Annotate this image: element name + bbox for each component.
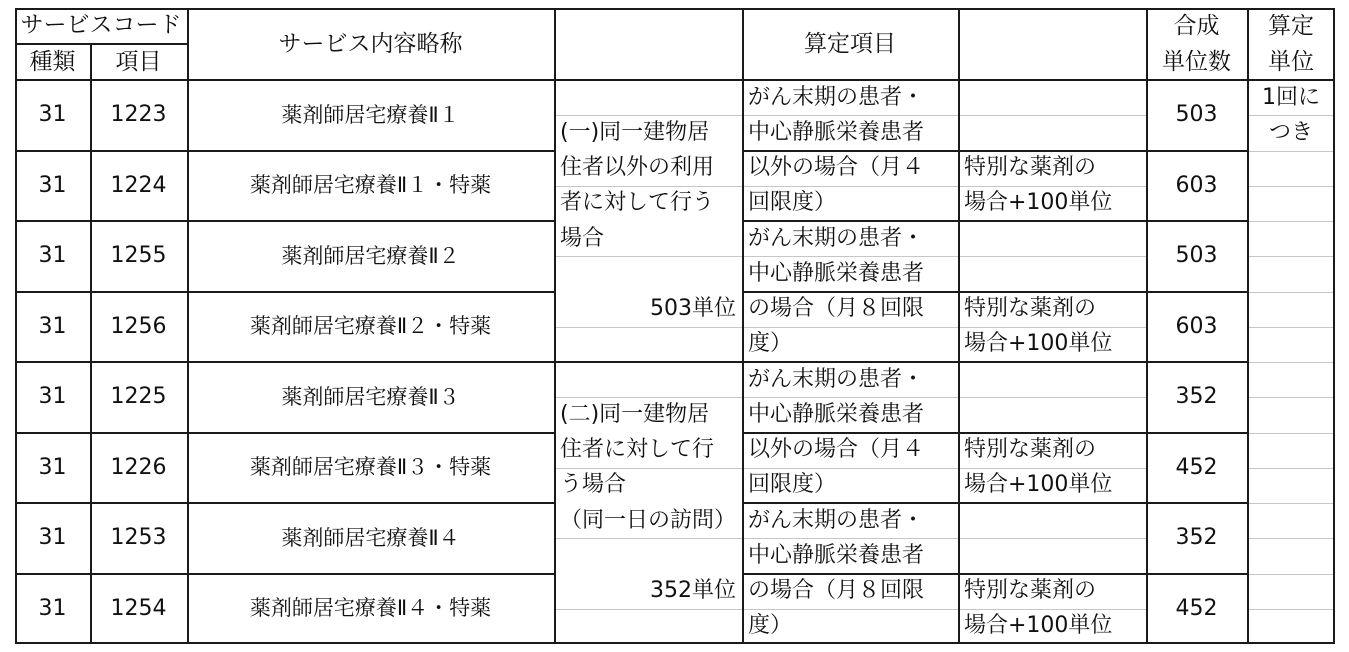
row-units: 603 <box>1175 313 1218 339</box>
row-divider <box>958 432 1146 434</box>
row-kind: 31 <box>38 384 67 410</box>
header-kind: 種類 <box>29 49 76 75</box>
calc-addition-text: 場合+100単位 <box>964 331 1113 357</box>
calc-patient-text: がん末期の患者・ <box>748 225 925 251</box>
row-divider <box>1146 291 1247 293</box>
row-item: 1255 <box>110 243 167 269</box>
calc-patient-text: 中心静脈栄養患者 <box>748 119 925 145</box>
calc-addition-text <box>958 221 1146 256</box>
row-service-name: 薬剤師居宅療養Ⅱ３ <box>281 384 460 409</box>
header-subdivider <box>15 43 187 45</box>
calc-addition-text <box>958 115 1146 150</box>
row-divider <box>958 502 1146 504</box>
calc-addition-text: 特別な薬剤の <box>964 578 1097 604</box>
row-divider-light <box>1247 433 1335 434</box>
header-calc-unit-line1: 算定 <box>1268 13 1314 39</box>
calc-addition-text: 場合+100単位 <box>964 190 1113 216</box>
calc-unit-text: 1回に <box>1262 84 1320 110</box>
row-item: 1224 <box>110 172 167 198</box>
calc-addition-text: 特別な薬剤の <box>964 296 1097 322</box>
row-divider-light <box>1247 151 1335 152</box>
sub-row-divider <box>554 609 742 610</box>
row-units: 603 <box>1175 172 1218 198</box>
row-divider <box>15 573 554 575</box>
calc-condition-text: 352単位 <box>650 578 736 604</box>
header-units-line2: 単位数 <box>1162 49 1231 75</box>
sub-row-divider <box>1247 256 1335 257</box>
header-service-code: サービスコード <box>20 12 182 38</box>
calc-addition-text <box>958 503 1146 538</box>
row-units: 352 <box>1175 525 1218 551</box>
sub-row-divider <box>958 327 1146 328</box>
row-item: 1225 <box>110 384 167 410</box>
sub-row-divider <box>742 115 958 116</box>
header-units-line1: 合成 <box>1173 13 1220 39</box>
sub-row-divider <box>1247 609 1335 610</box>
calc-condition-text <box>554 256 742 291</box>
row-service-name: 薬剤師居宅療養Ⅱ２・特薬 <box>249 314 492 339</box>
row-divider <box>958 291 1146 293</box>
calc-addition-text <box>958 538 1146 573</box>
calc-addition-text: 場合+100単位 <box>964 472 1113 498</box>
column-divider <box>90 44 92 644</box>
sub-row-divider <box>554 397 742 398</box>
row-units: 503 <box>1175 102 1218 128</box>
row-units: 452 <box>1175 595 1218 621</box>
row-service-name: 薬剤師居宅療養Ⅱ１・特薬 <box>249 173 492 198</box>
calc-addition-text <box>958 80 1146 115</box>
calc-patient-text: 中心静脈栄養患者 <box>748 542 925 568</box>
row-divider <box>742 502 958 504</box>
column-divider <box>187 8 189 644</box>
row-units: 352 <box>1175 384 1218 410</box>
sub-row-divider <box>958 609 1146 610</box>
row-divider <box>1146 150 1247 152</box>
group-divider <box>554 361 742 363</box>
row-divider <box>15 291 554 293</box>
row-divider <box>958 220 1146 222</box>
sub-row-divider <box>554 538 742 539</box>
calc-patient-text: 以外の場合（月４ <box>748 437 925 463</box>
row-divider <box>958 573 1146 575</box>
row-divider <box>1146 573 1247 575</box>
row-divider <box>958 150 1146 152</box>
row-kind: 31 <box>38 243 67 269</box>
column-divider <box>742 8 744 644</box>
header-calc-items: 算定項目 <box>804 30 896 57</box>
column-divider <box>1247 8 1249 644</box>
sub-row-divider <box>554 115 742 116</box>
row-item: 1226 <box>110 454 167 480</box>
calc-condition-text: 場合 <box>560 225 605 251</box>
row-kind: 31 <box>38 525 67 551</box>
sub-row-divider <box>554 186 742 187</box>
calc-patient-text: がん末期の患者・ <box>748 366 925 392</box>
row-service-name: 薬剤師居宅療養Ⅱ４ <box>281 525 460 550</box>
row-divider <box>15 150 554 152</box>
sub-row-divider <box>742 538 958 539</box>
sub-row-divider <box>554 468 742 469</box>
calc-patient-text: 回限度） <box>748 190 837 216</box>
calc-condition-text <box>554 327 742 362</box>
row-units: 452 <box>1175 454 1218 480</box>
calc-condition-text: (一)同一建物居 <box>560 119 710 145</box>
row-item: 1223 <box>110 102 167 128</box>
calc-addition-text: 特別な薬剤の <box>964 437 1097 463</box>
calc-patient-text: の場合（月８回限 <box>748 296 925 322</box>
sub-row-divider <box>958 538 1146 539</box>
sub-row-divider <box>554 256 742 257</box>
row-divider-light <box>1247 574 1335 575</box>
row-service-name: 薬剤師居宅療養Ⅱ４・特薬 <box>249 596 492 621</box>
row-divider <box>742 432 958 434</box>
calc-condition-text: う場合 <box>560 472 627 498</box>
row-item: 1254 <box>110 595 167 621</box>
row-divider <box>15 220 554 222</box>
calc-patient-text: の場合（月８回限 <box>748 578 925 604</box>
calc-condition-text: (二)同一建物居 <box>560 401 710 427</box>
calc-condition-text <box>554 609 742 644</box>
header-content: サービス内容略称 <box>278 30 463 57</box>
column-divider <box>1146 8 1148 644</box>
table-top-border <box>15 8 1335 10</box>
sub-row-divider <box>958 256 1146 257</box>
row-divider <box>1146 220 1247 222</box>
row-divider <box>15 502 554 504</box>
row-divider <box>1146 361 1247 363</box>
header-bottom-border <box>15 79 1335 81</box>
table-bottom-border <box>15 642 1335 644</box>
row-service-name: 薬剤師居宅療養Ⅱ３・特薬 <box>249 455 492 480</box>
sub-row-divider <box>742 468 958 469</box>
row-divider-light <box>1247 292 1335 293</box>
calc-condition-text: 者に対して行う <box>560 190 715 216</box>
row-service-name: 薬剤師居宅療養Ⅱ２ <box>281 243 460 268</box>
sub-row-divider <box>958 186 1146 187</box>
row-divider <box>742 291 958 293</box>
row-item: 1256 <box>110 313 167 339</box>
column-divider <box>15 8 17 644</box>
calc-addition-text <box>958 256 1146 291</box>
column-divider <box>958 8 960 644</box>
calc-condition-text: 住者以外の利用 <box>560 155 715 181</box>
calc-addition-text <box>958 397 1146 432</box>
header-item: 項目 <box>115 49 162 75</box>
sub-row-divider <box>554 327 742 328</box>
row-divider <box>742 573 958 575</box>
row-units: 503 <box>1175 243 1218 269</box>
calc-patient-text: がん末期の患者・ <box>748 84 925 110</box>
column-divider <box>1333 8 1335 644</box>
calc-patient-text: 中心静脈栄養患者 <box>748 260 925 286</box>
row-divider <box>1146 502 1247 504</box>
calc-condition-text: 住者に対して行 <box>560 437 715 463</box>
sub-row-divider <box>742 186 958 187</box>
sub-row-divider <box>958 397 1146 398</box>
calc-patient-text: 以外の場合（月４ <box>748 155 925 181</box>
sub-row-divider <box>742 256 958 257</box>
sub-row-divider <box>958 468 1146 469</box>
sub-row-divider <box>1247 397 1335 398</box>
calc-condition-text: 503単位 <box>650 296 736 322</box>
calc-condition-text: （同一日の訪問） <box>560 507 737 533</box>
row-divider <box>742 361 958 363</box>
row-kind: 31 <box>38 172 67 198</box>
row-divider <box>958 361 1146 363</box>
row-divider-light <box>1247 362 1335 363</box>
calc-unit-text: つき <box>1268 119 1313 145</box>
row-divider <box>15 361 554 363</box>
row-divider-light <box>1247 221 1335 222</box>
sub-row-divider <box>958 115 1146 116</box>
calc-patient-text: 度） <box>748 331 793 357</box>
calc-condition-text <box>554 538 742 573</box>
sub-row-divider <box>1247 115 1335 116</box>
calc-patient-text: 中心静脈栄養患者 <box>748 401 925 427</box>
sub-row-divider <box>1247 468 1335 469</box>
row-divider <box>742 220 958 222</box>
row-divider <box>742 150 958 152</box>
sub-row-divider <box>1247 186 1335 187</box>
sub-row-divider <box>742 327 958 328</box>
calc-patient-text: 度） <box>748 613 793 639</box>
calc-patient-text: がん末期の患者・ <box>748 507 925 533</box>
calc-addition-text <box>958 362 1146 397</box>
sub-row-divider <box>742 397 958 398</box>
row-kind: 31 <box>38 313 67 339</box>
row-kind: 31 <box>38 454 67 480</box>
column-divider <box>554 8 556 644</box>
calc-condition-text <box>554 80 742 115</box>
header-calc-unit-line2: 単位 <box>1268 49 1314 75</box>
row-divider-light <box>1247 503 1335 504</box>
calc-addition-text: 特別な薬剤の <box>964 155 1097 181</box>
calc-condition-text <box>554 362 742 397</box>
sub-row-divider <box>1247 327 1335 328</box>
row-kind: 31 <box>38 595 67 621</box>
calc-patient-text: 回限度） <box>748 472 837 498</box>
row-service-name: 薬剤師居宅療養Ⅱ１ <box>281 102 460 127</box>
sub-row-divider <box>1247 538 1335 539</box>
sub-row-divider <box>742 609 958 610</box>
row-kind: 31 <box>38 102 67 128</box>
row-divider <box>1146 432 1247 434</box>
row-item: 1253 <box>110 525 167 551</box>
calc-addition-text: 場合+100単位 <box>964 613 1113 639</box>
row-divider <box>15 432 554 434</box>
